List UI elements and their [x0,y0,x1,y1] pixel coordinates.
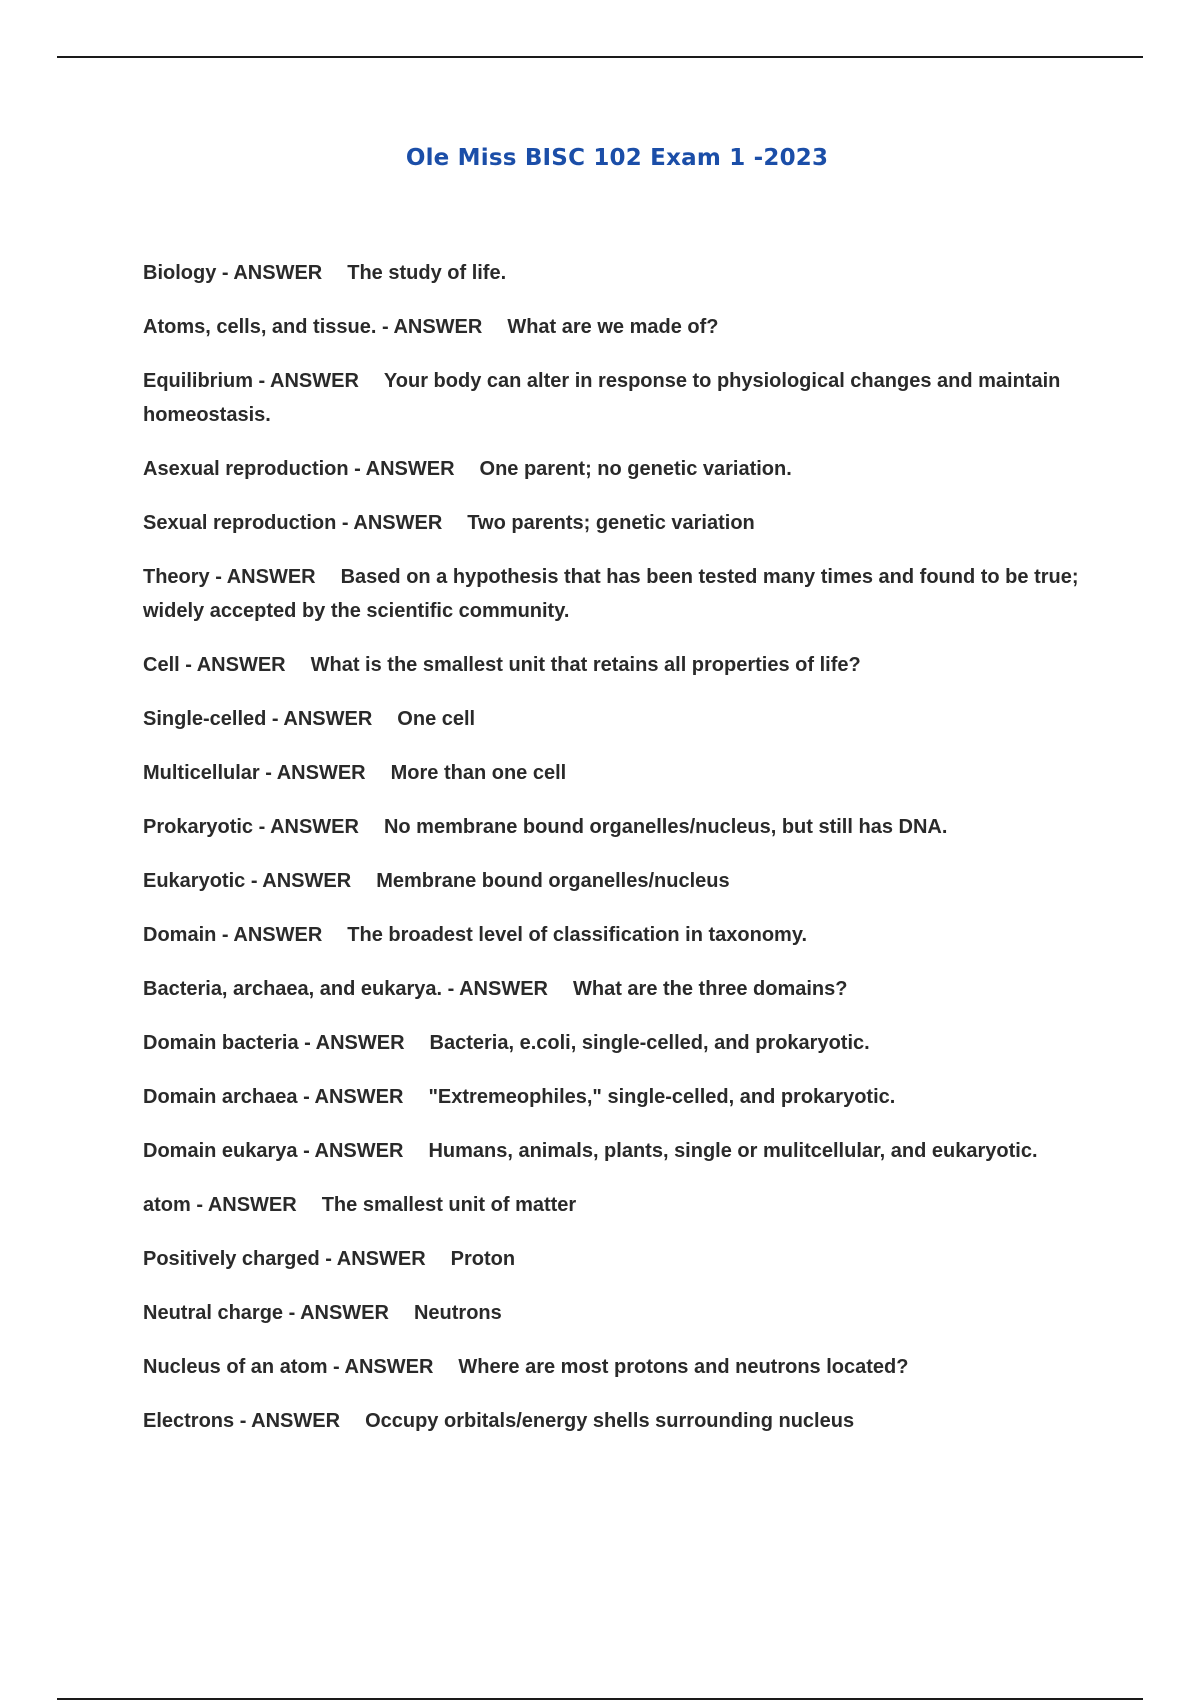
qa-entry [143,918,1103,952]
entry-term: Cell - ANSWER [143,654,286,676]
entry-answer: Two parents; genetic variation [467,512,755,534]
entry-answer: One parent; no genetic variation. [479,458,792,480]
entry-term: Nucleus of an atom - ANSWER [143,1356,434,1378]
entry-answer: The study of life. [347,262,507,284]
entry-term: Asexual reproduction - ANSWER [143,458,455,480]
entry-answer: What are we made of? [507,316,719,338]
entry-answer: Neutrons [413,1302,502,1324]
qa-entry [143,1134,1103,1168]
entry-answer: Based on a hypothesis that has been tested many times and found to be true; widely accepted by the scientific community. [143,566,1079,622]
entry-term: Sexual reproduction - ANSWER [143,512,443,534]
entry-term: Positively charged - ANSWER [143,1248,426,1270]
qa-entry [143,1188,1103,1222]
qa-entry [143,756,1103,790]
entry-answer: Membrane bound organelles/nucleus [376,870,730,892]
qa-entry [143,1404,1103,1438]
qa-entry [143,864,1103,898]
entry-answer: Occupy orbitals/energy shells surrounding nucleus [365,1410,855,1432]
qa-entry [143,256,1103,290]
entry-answer: Your body can alter in response to physiological changes and maintain homeostasis. [143,370,1061,426]
qa-entry [143,1242,1103,1276]
qa-entry [143,1296,1103,1330]
qa-entry [143,810,1103,844]
entry-answer: More than one cell [390,762,567,784]
entry-term: Domain archaea - ANSWER [143,1086,404,1108]
qa-list [143,256,1103,1458]
entry-answer: One cell [397,708,476,730]
qa-entry [143,1026,1103,1060]
entry-term: Multicellular - ANSWER [143,762,366,784]
qa-entry [143,364,1103,432]
entry-answer: The broadest level of classification in taxonomy. [347,924,808,946]
entry-term: Neutral charge - ANSWER [143,1302,389,1324]
document-title: Ole Miss BISC 102 Exam 1 -2023 [405,145,829,171]
qa-entry [143,310,1103,344]
entry-term: Eukaryotic - ANSWER [143,870,352,892]
entry-term: Equilibrium - ANSWER [143,370,359,392]
qa-entry [143,560,1103,628]
entry-answer: Proton [450,1248,516,1270]
entry-answer: No membrane bound organelles/nucleus, but still has DNA. [383,816,948,838]
entry-term: Prokaryotic - ANSWER [143,816,359,838]
entry-term: Biology - ANSWER [143,262,323,284]
entry-term: Domain bacteria - ANSWER [143,1032,405,1054]
qa-entry [143,506,1103,540]
entry-term: Domain eukarya - ANSWER [143,1140,404,1162]
qa-entry [143,648,1103,682]
entry-answer: Where are most protons and neutrons located? [458,1356,909,1378]
qa-entry [143,1080,1103,1114]
entry-term: Electrons - ANSWER [143,1410,341,1432]
entry-term: atom - ANSWER [143,1194,297,1216]
entry-answer: Humans, animals, plants, single or mulitcellular, and eukaryotic. [428,1140,1038,1162]
top-rule [57,56,1143,58]
entry-term: Atoms, cells, and tissue. - ANSWER [143,316,483,338]
entry-term: Single-celled - ANSWER [143,708,373,730]
qa-entry [143,452,1103,486]
qa-entry [143,1350,1103,1384]
entry-answer: What are the three domains? [572,978,848,1000]
entry-answer: What is the smallest unit that retains all properties of life? [310,654,861,676]
entry-answer: "Extremeophiles," single-celled, and prokaryotic. [428,1086,896,1108]
qa-entry [143,972,1103,1006]
entry-term: Domain - ANSWER [143,924,323,946]
qa-entry [143,702,1103,736]
entry-term: Theory - ANSWER [143,566,316,588]
entry-answer: Bacteria, e.coli, single-celled, and prokaryotic. [429,1032,870,1054]
entry-answer: The smallest unit of matter [321,1194,577,1216]
entry-term: Bacteria, archaea, and eukarya. - ANSWER [143,978,548,1000]
